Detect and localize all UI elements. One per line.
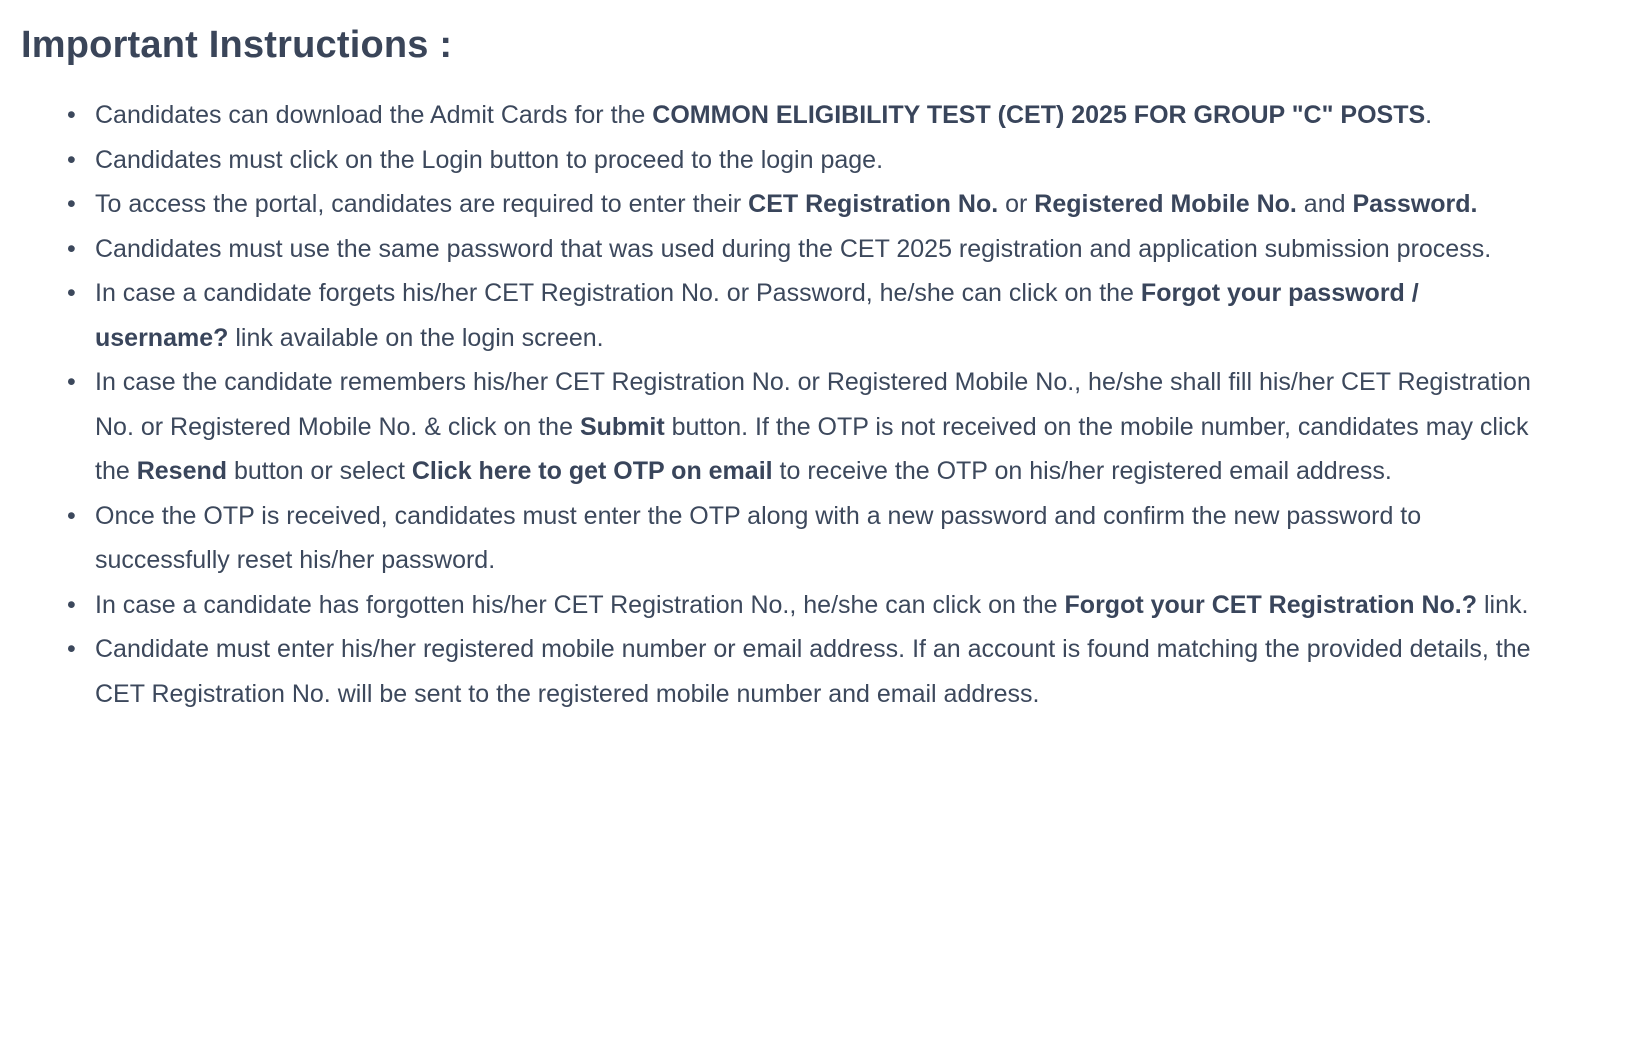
instruction-text: In case a candidate forgets his/her CET Registration No. or Password, he/she can click on the xyxy=(95,279,1141,307)
instruction-text-bold: Resend xyxy=(136,457,228,485)
instruction-text-bold: CET Registration No. xyxy=(748,190,999,218)
instruction-text: In case a candidate has forgotten his/her CET Registration No., he/she can click on the xyxy=(95,590,1065,619)
instruction-text: Candidates can download the Admit Cards for the xyxy=(95,101,653,129)
instruction-text: to receive the OTP on his/her registered email address. xyxy=(772,457,1392,485)
instruction-item xyxy=(95,494,1549,583)
instruction-item xyxy=(95,138,1549,183)
instruction-text: button or select xyxy=(227,457,412,485)
instruction-text: or xyxy=(998,190,1035,218)
instruction-item xyxy=(95,627,1549,716)
instruction-text: Candidates must use the same password that was used during the CET 2025 registration and application submission process. xyxy=(95,234,1492,263)
instruction-item xyxy=(95,182,1549,227)
instruction-text: Once the OTP is received, candidates must enter the OTP along with a new password and confirm the new password to successfully reset his/her password. xyxy=(95,501,1422,574)
instruction-item xyxy=(95,360,1549,494)
instruction-text-bold: Password. xyxy=(1352,190,1478,218)
page-title: Important Instructions : xyxy=(21,24,453,66)
instruction-text: link available on the login screen. xyxy=(228,323,604,352)
instruction-text-bold: Submit xyxy=(579,412,665,441)
instruction-text-bold: Click here to get OTP on email xyxy=(411,457,773,485)
instruction-item xyxy=(95,227,1549,272)
instruction-text: Candidates must click on the Login button to proceed to the login page. xyxy=(95,145,884,174)
instruction-text: button. If the OTP is not received on the mobile number, candidates may click the xyxy=(95,412,1529,485)
instruction-text: link. xyxy=(1477,590,1529,619)
instruction-text: In case the candidate remembers his/her CET Registration No. or Registered Mobile No., he/she shall fill his/her CET Registration No. or Registered Mobile No. & click on the xyxy=(95,368,1531,441)
instruction-item xyxy=(95,583,1549,628)
instruction-text: . xyxy=(1425,101,1433,129)
instruction-text-bold: Registered Mobile No. xyxy=(1034,190,1297,218)
instruction-text: and xyxy=(1296,190,1353,218)
instruction-text-bold: Forgot your password / username? xyxy=(95,279,1419,352)
instruction-item xyxy=(95,271,1549,360)
instruction-text-bold: Forgot your CET Registration No.? xyxy=(1064,590,1478,619)
instructions-list xyxy=(21,93,1549,716)
instruction-item xyxy=(95,93,1549,138)
instruction-text: Candidate must enter his/her registered mobile number or email address. If an account is found matching the provided details, the CET Registration No. will be sent to the registered mobile number and email address. xyxy=(95,635,1531,708)
instruction-text-bold: COMMON ELIGIBILITY TEST (CET) 2025 FOR GROUP "C" POSTS xyxy=(652,101,1426,129)
instruction-text: To access the portal, candidates are required to enter their xyxy=(95,190,749,218)
